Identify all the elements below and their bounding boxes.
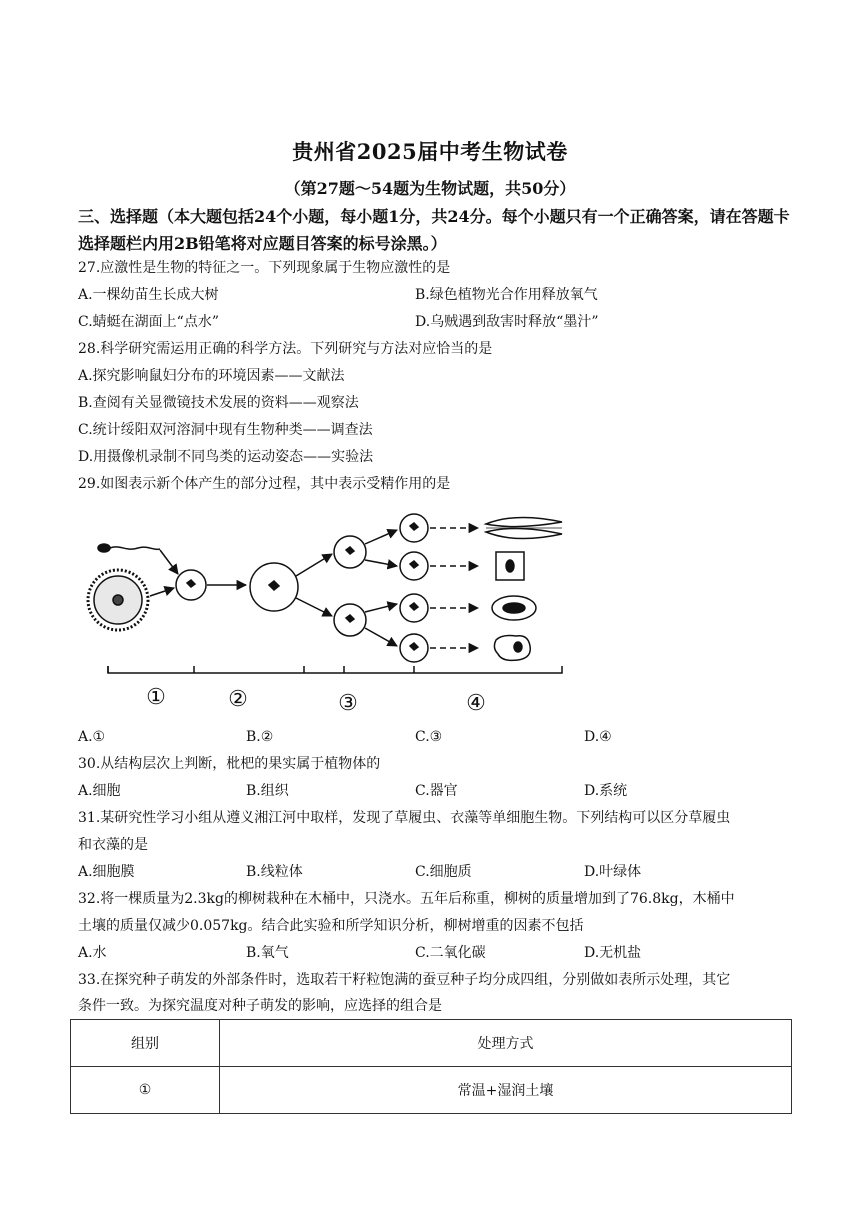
q28-option-a: A.探究影响鼠妇分布的环境因素——文献法	[78, 368, 345, 384]
q30-option-a: A.细胞	[78, 783, 121, 799]
cell-upper-icon	[334, 536, 366, 568]
q31-option-a: A.细胞膜	[78, 864, 135, 880]
q30-option-c: C.器官	[415, 783, 458, 799]
q27-option-c: C.蜻蜓在湖面上“点水”	[78, 314, 219, 330]
sperm-icon	[98, 544, 160, 552]
table-row	[71, 1067, 792, 1114]
stage-label-2: ②	[228, 687, 248, 712]
q28-option-c: C.统计绥阳双河溶洞中现有生物种类——调查法	[78, 422, 373, 438]
cell-2-icon	[400, 552, 428, 580]
irregular-cell-icon	[494, 636, 530, 661]
q31-stem-line2: 和衣藻的是	[78, 837, 148, 853]
zygote-icon	[176, 570, 206, 600]
q30-option-b: B.组织	[246, 783, 289, 799]
stage-label-1: ①	[146, 685, 166, 710]
q27-option-d: D.乌贼遇到敌害时释放“墨汁”	[415, 314, 599, 330]
cell-1-icon	[400, 514, 428, 542]
q28-option-d: D.用摄像机录制不同鸟类的运动姿态——实验法	[78, 449, 374, 465]
q29-stem: 29.如图表示新个体产生的部分过程，其中表示受精作用的是	[78, 476, 451, 492]
cell-lower-icon	[334, 604, 366, 636]
q33-stem-line2: 条件一致。为探究温度对种子萌发的影响，应选择的组合是	[78, 998, 442, 1014]
stage-label-4: ④	[466, 691, 486, 716]
q32-option-d: D.无机盐	[584, 945, 642, 961]
stage-label-3: ③	[338, 691, 358, 716]
q32-option-a: A.水	[78, 945, 107, 961]
exam-subtitle: （第27题～54题为生物试题，共50分）	[284, 179, 576, 198]
q32-option-b: B.氧气	[246, 945, 289, 961]
q30-option-d: D.系统	[584, 783, 628, 799]
q28-option-b: B.查阅有关显微镜技术发展的资料——观察法	[78, 395, 359, 411]
q31-stem-line1: 31.某研究性学习小组从遵义湘江河中取样，发现了草履虫、衣藻等单细胞生物。下列结构可以区分草履虫	[78, 810, 731, 826]
exam-title: 贵州省2025届中考生物试卷	[292, 139, 568, 164]
q32-stem-line1: 32.将一棵质量为2.3kg的柳树栽种在木桶中，只浇水。五年后称重，柳树的质量增加到了76.8kg，木桶中	[78, 891, 735, 907]
table-header-row	[71, 1020, 792, 1067]
square-cell-icon	[496, 552, 524, 580]
table-cell-treatment: 常温+湿润土壤	[220, 1067, 792, 1114]
q31-option-b: B.线粒体	[246, 864, 303, 880]
egg-cell-icon	[88, 570, 148, 630]
q33-treatment-table	[70, 1019, 792, 1114]
q29-option-d: D.④	[584, 729, 612, 745]
q28-stem: 28.科学研究需运用正确的科学方法。下列研究与方法对应恰当的是	[78, 341, 493, 357]
q32-option-c: C.二氧化碳	[415, 945, 486, 961]
section-heading: 三、选择题（本大题包括24个小题，每小题1分，共24分。每个小题只有一个正确答案，请在答题卡选择题栏内用2B铅笔将对应题目答案的标号涂黑。）	[78, 207, 790, 253]
table-header-group: 组别	[71, 1020, 220, 1067]
muscle-cell-icon	[486, 517, 562, 538]
q27-option-b: B.绿色植物光合作用释放氧气	[415, 287, 598, 303]
q29-option-b: B.②	[246, 729, 274, 745]
q32-stem-line2: 土壤的质量仅减少0.057kg。结合此实验和所学知识分析，柳树增重的因素不包括	[78, 918, 584, 934]
q31-option-c: C.细胞质	[415, 864, 472, 880]
dividing-cell-icon	[250, 563, 298, 611]
cell-4-icon	[400, 634, 428, 662]
cell-3-icon	[400, 594, 428, 622]
q33-stem-line1: 33.在探究种子萌发的外部条件时，选取若干籽粒饱满的蚕豆种子均分成四组，分别做如表所示处理，其它	[78, 972, 731, 988]
q27-stem: 27.应激性是生物的特征之一。下列现象属于生物应激性的是	[78, 260, 451, 276]
q31-option-d: D.叶绿体	[584, 864, 642, 880]
table-cell-group: ①	[71, 1067, 220, 1114]
table-header-treatment: 处理方式	[220, 1020, 792, 1067]
q29-option-c: C.③	[415, 729, 443, 745]
fertilization-diagram	[86, 508, 566, 718]
q30-stem: 30.从结构层次上判断，枇杷的果实属于植物体的	[78, 756, 381, 772]
q27-option-a: A.一棵幼苗生长成大树	[78, 287, 219, 303]
q29-option-a: A.①	[78, 729, 106, 745]
oval-cell-icon	[492, 596, 536, 620]
